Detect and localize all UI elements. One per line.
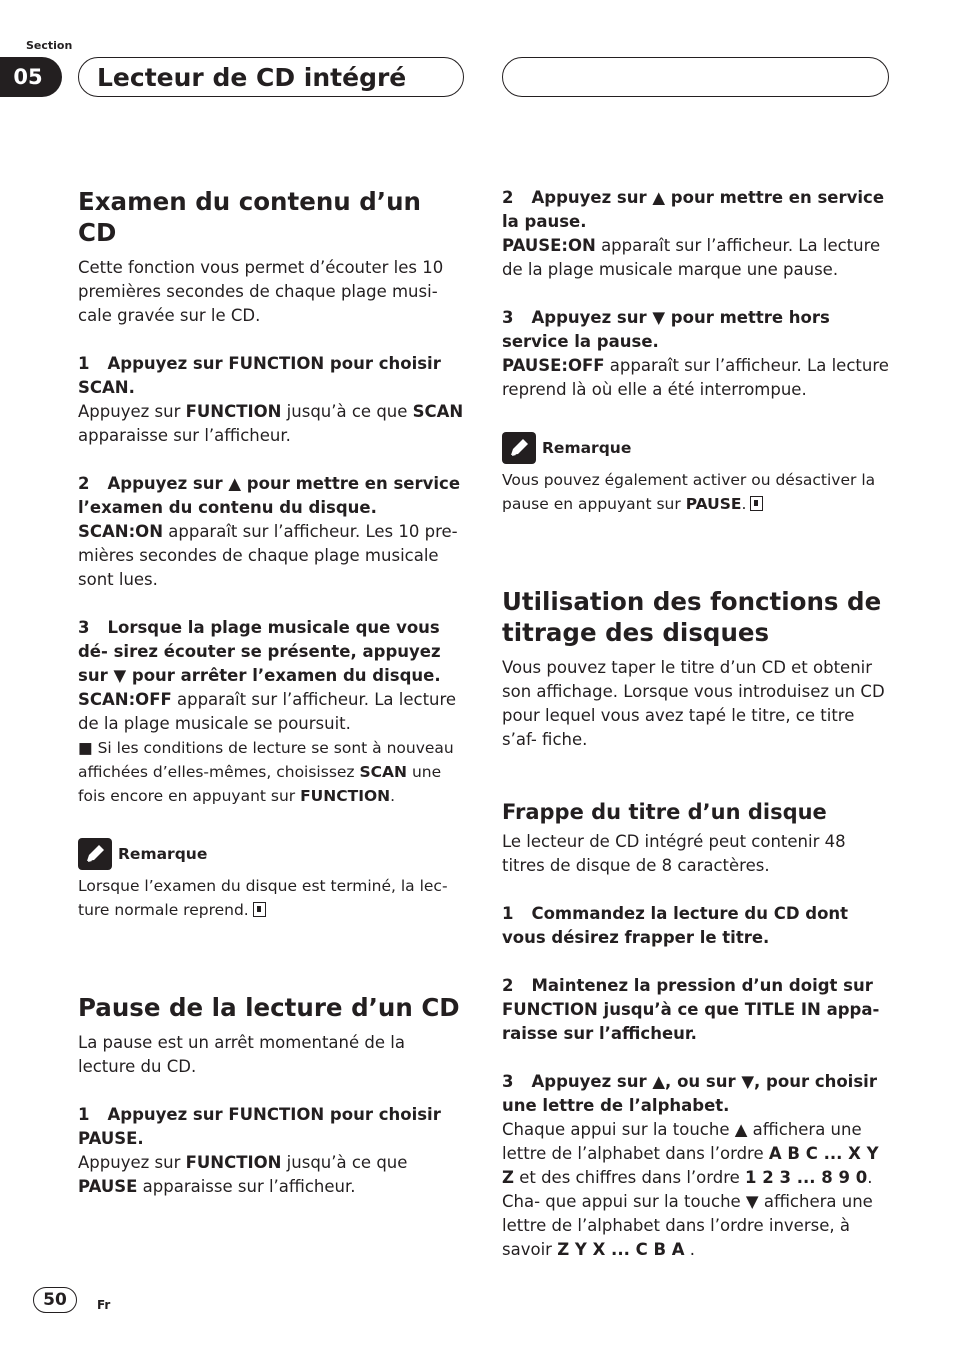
exam-step-3-note: ■ Si les conditions de lecture se sont à nouveau affichées d’elles-mêmes, choisissez SCAN une fois encore en appuyant sur FUNCTION.	[78, 739, 454, 805]
exam-remark-header	[78, 838, 466, 870]
end-mark-icon	[750, 496, 763, 511]
exam-step-3: 3 Lorsque la plage musicale que vous dé- sirez écouter se présente, appuyez sur ▼ pour arrêter l’examen du disque.	[78, 618, 441, 685]
right-column	[502, 186, 892, 1262]
exam-intro: Cette fonction vous permet d’écouter les 10 premières secondes de chaque plage musi- cale gravée sur le CD.	[78, 258, 444, 325]
titling-step-1: 1 Commandez la lecture du CD dont vous désirez frapper le titre.	[502, 904, 849, 947]
section-number-badge: 05	[0, 57, 62, 97]
end-mark-icon	[253, 902, 266, 917]
heading-titling: Utilisation des fonctions de titrage des disques	[502, 587, 882, 647]
titling-step-3: 3 Appuyez sur ▲, ou sur ▼, pour choisir une lettre de l’alphabet.	[502, 1072, 877, 1115]
section-title: Lecteur de CD intégré	[97, 62, 407, 92]
titling-step-2: 2 Maintenez la pression d’un doigt sur FUNCTION jusqu’à ce que TITLE IN appa- raisse sur l’afficheur.	[502, 976, 880, 1043]
heading-exam: Examen du contenu d’un CD	[78, 187, 421, 247]
pause-step-3: 3 Appuyez sur ▼ pour mettre hors service la pause.	[502, 308, 830, 351]
heading-pause: Pause de la lecture d’un CD	[78, 993, 460, 1022]
pause-remark-text: Vous pouvez également activer ou désactiver la pause en appuyant sur PAUSE.	[502, 471, 876, 513]
exam-remark-text: Lorsque l’examen du disque est terminé, la lec- ture normale reprend.	[78, 877, 448, 919]
titling-intro: Vous pouvez taper le titre d’un CD et obtenir son affichage. Lorsque vous introduisez un CD pour lequel vous avez tapé le titre, ce titre s’af- fiche.	[502, 658, 885, 749]
page-number: 50	[33, 1287, 77, 1313]
section-label: Section	[26, 39, 73, 52]
pause-remark-header	[502, 432, 892, 464]
pencil-note-icon	[78, 838, 112, 870]
section-title-box	[78, 57, 464, 97]
pause-step-1: 1 Appuyez sur FUNCTION pour choisir PAUSE.	[78, 1105, 441, 1148]
section-right-box	[502, 57, 889, 97]
exam-step-2: 2 Appuyez sur ▲ pour mettre en service l’examen du contenu du disque.	[78, 474, 461, 517]
pause-step-2-body: PAUSE:ON apparaît sur l’afficheur. La lecture de la plage musicale marque une pause.	[502, 236, 881, 279]
exam-step-3-body: SCAN:OFF apparaît sur l’afficheur. La lecture de la plage musicale se poursuit.	[78, 690, 457, 733]
pause-step-2: 2 Appuyez sur ▲ pour mettre en service la pause.	[502, 188, 885, 231]
pause-intro: La pause est un arrêt momentané de la lecture du CD.	[78, 1033, 405, 1076]
exam-step-1: 1 Appuyez sur FUNCTION pour choisir SCAN.	[78, 354, 441, 397]
title-entry-intro: Le lecteur de CD intégré peut contenir 48 titres de disque de 8 caractères.	[502, 832, 846, 875]
pause-step-1-body: Appuyez sur FUNCTION jusqu’à ce que PAUSE apparaisse sur l’afficheur.	[78, 1153, 408, 1196]
remark-label: Remarque	[542, 439, 632, 457]
remark-label: Remarque	[118, 845, 208, 863]
pencil-note-icon	[502, 432, 536, 464]
pause-step-3-body: PAUSE:OFF apparaît sur l’afficheur. La lecture reprend là où elle a été interrompue.	[502, 356, 889, 399]
exam-step-2-body: SCAN:ON apparaît sur l’afficheur. Les 10 pre- mières secondes de chaque plage musicale sont lues.	[78, 522, 458, 589]
titling-step-3-body: Chaque appui sur la touche ▲ affichera une lettre de l’alphabet dans l’ordre A B C ... X Y Z et des chiffres dans l’ordre 1 2 3 ... 8 9 0. Cha- que appui sur la touche ▼ affichera une lettre de l’alphabet dans l’ordre inverse, à savoir Z Y X ... C B A .	[502, 1120, 879, 1259]
subheading-title-entry: Frappe du titre d’un disque	[502, 800, 827, 824]
language-code: Fr	[97, 1298, 111, 1312]
exam-step-1-body: Appuyez sur FUNCTION jusqu’à ce que SCAN apparaisse sur l’afficheur.	[78, 402, 464, 445]
left-column	[78, 186, 466, 1199]
